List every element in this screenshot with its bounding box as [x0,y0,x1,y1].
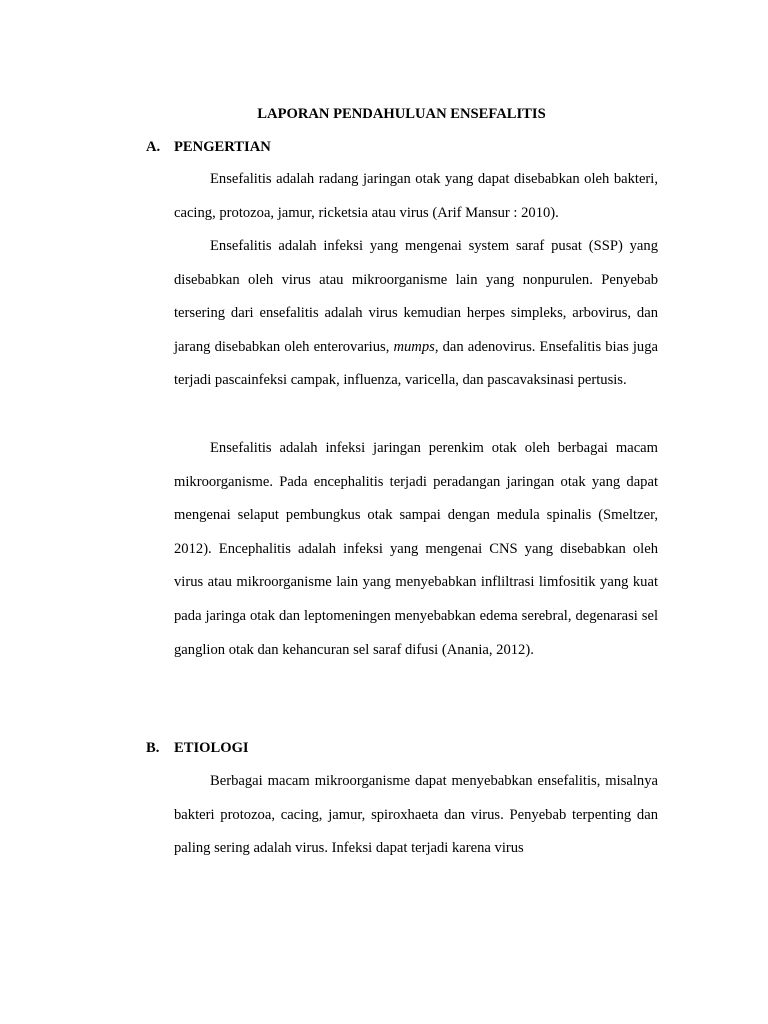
paragraph-text: Ensefalitis adalah infeksi yang mengenai system saraf pusat (SSP) yang disebabkan oleh virus atau mikroorganisme lain yang nonpurulen. Penyebab tersering dari ensefalitis adalah virus kemudian herpes simpleks, arbovirus, dan jarang disebabkan oleh enterovarius, [174,238,658,355]
section-heading-etiologi [146,738,249,758]
paragraph-pengertian-3: Ensefalitis adalah infeksi jaringan perenkim otak oleh berbagai macam mikroorganisme. Pada encephalitis terjadi peradangan jaringan otak yang dapat mengenai selaput pembungkus otak sampai dengan medula spinalis (Smeltzer, 2012). Encephalitis adalah infeksi yang mengenai CNS yang disebabkan oleh virus atau mikroorganisme lain yang menyebabkan infliltrasi limfositik yang kuat pada jaringa otak dan leptomeningen menyebabkan edema serebral, degenarasi sel ganglion otak dan kehancuran sel saraf difusi (Anania, 2012). [174,440,658,658]
paragraph-text: , dan adenovirus. Ensefalitis bias juga terjadi pascainfeksi campak, influenza, varicella, dan pascavaksinasi pertusis. [174,338,658,389]
section-number: A. [146,139,161,155]
section-title: PENGERTIAN [174,139,271,155]
paragraph-etiologi-1: Berbagai macam mikroorganisme dapat menyebabkan ensefalitis, misalnya bakteri protozoa, cacing, jamur, spiroxhaeta dan virus. Penyebab terpenting dan paling sering adalah virus. Infeksi dapat terjadi karena virus [174,773,658,857]
paragraph-pengertian-1: Ensefalitis adalah radang jaringan otak yang dapat disebabkan oleh bakteri, cacing, protozoa, jamur, ricketsia atau virus (Arif Mansur : 2010). [174,171,658,221]
section-number: B. [146,740,160,756]
italic-term: mumps [393,338,435,355]
section-heading-pengertian [146,137,271,157]
paragraph-pengertian-2 [174,230,658,398]
section-title: ETIOLOGI [174,740,249,756]
document-title: LAPORAN PENDAHULUAN ENSEFALITIS [257,106,546,122]
